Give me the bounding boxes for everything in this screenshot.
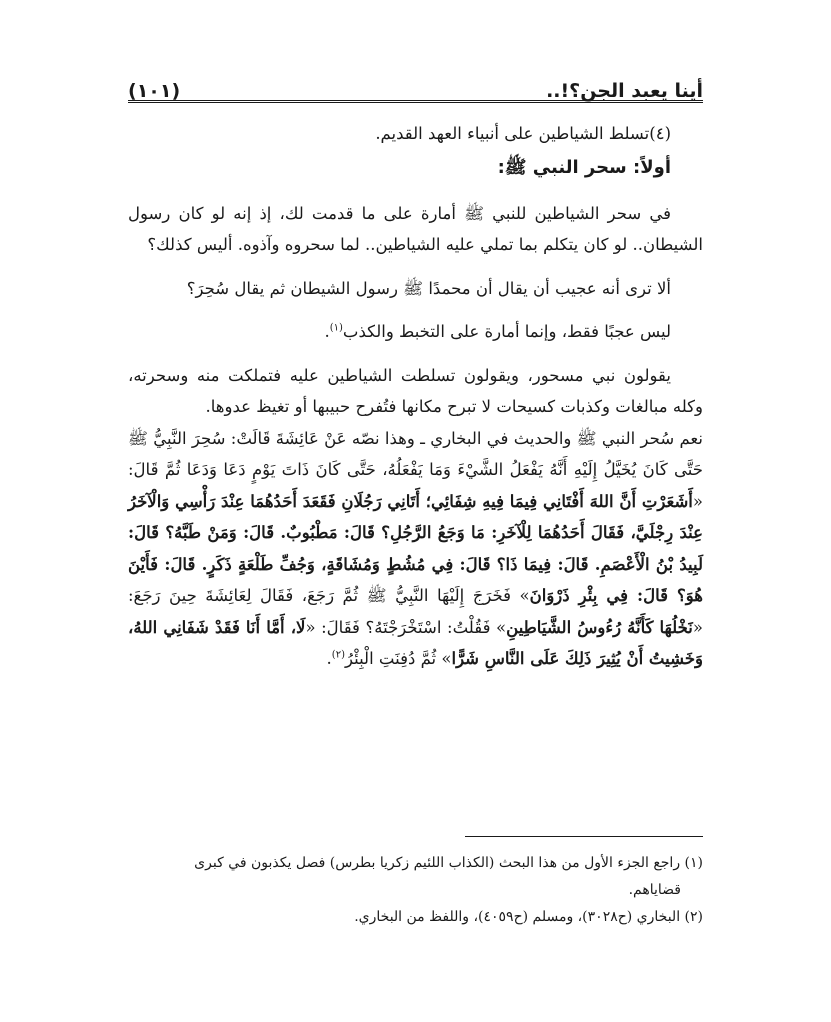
footnote-2: (٢) البخاري (ح٣٠٢٨)، ومسلم (ح٤٠٥٩)، واللفظ من البخاري. [354, 909, 703, 925]
running-header [128, 72, 703, 102]
footnote-divider [465, 836, 703, 837]
footnote-1: (١) راجع الجزء الأول من هذا البحث (الكذاب اللئيم زكريا بطرس) فصل يكذبون في كبرى [194, 855, 703, 871]
paragraph: يقولون نبي مسحور، ويقولون تسلطت الشياطين عليه فتملكت منه وسحرته، وكله مبالغات وكذبات كسيحات لا تبرح مكانها فتُفرح حبيبها أو تغيظ عدوها. [128, 365, 703, 416]
page-number: (١٠١) [128, 80, 181, 102]
spacer [128, 348, 703, 360]
header-title: أينا يعبد الجن؟!.. [546, 80, 703, 102]
hadith-text: » ثُمَّ دُفِنَتِ الْبِئْرُ [344, 649, 452, 668]
punctuation: . [326, 649, 332, 668]
main-text [128, 118, 703, 675]
paragraph: ألا ترى أنه عجيب أن يقال أن محمدًا ﷺ رسول الشيطان ثم يقال سُحِرَ؟ [186, 278, 671, 298]
list-item: (٤)تسلط الشياطين على أنبياء العهد القديم. [375, 124, 671, 143]
spacer [128, 186, 703, 198]
footnote-ref: (٢) [331, 649, 345, 661]
paragraph: في سحر الشياطين للنبي ﷺ أمارة على ما قدمت لك، إذ إنه لو كان رسول الشيطان.. لو كان يتكلم بما تملي عليه الشياطين.. لما سحروه وآذوه. أليس كذلك؟ [128, 203, 703, 254]
hadith-text: نعم سُحر النبي ﷺ والحديث في البخاري ـ وهذا نصّه عَنْ عَائِشَةَ قَالَتْ: سُحِرَ النَّبِيُّ ﷺ حَتَّى كَانَ يُخَيَّلُ إِلَيْهِ أَنَّهُ يَفْعَلُ الشَّيْءَ وَمَا يَفْعَلُهُ، حَتَّى كَانَ ذَاتَ يَوْمٍ دَعَا وَدَعَا ثُمَّ قَالَ: « [128, 428, 703, 511]
punctuation: . [324, 322, 330, 341]
hadith-text: » فَقُلْتُ: اسْتَخْرَجْتَهُ؟ فَقَالَ: « [305, 617, 507, 637]
paragraph-text: ليس عجبًا فقط، وإنما أمارة على التخبط والكذب [342, 322, 671, 341]
spacer [128, 261, 703, 273]
hadith-text: » فَخَرَجَ إِلَيْهَا النَّبِيُّ ﷺ ثُمَّ رَجَعَ، فَقَالَ لِعَائِشَةَ حِينَ رَجَعَ: « [128, 586, 703, 637]
spacer [128, 304, 703, 316]
footnote-ref: (١) [329, 322, 343, 334]
section-heading: أولاً: سحر النبي ﷺ: [497, 156, 671, 178]
footnote-1-continued: قضاياهم. [628, 882, 681, 898]
footnotes [128, 850, 703, 931]
paragraph [128, 316, 703, 348]
header-divider [128, 100, 703, 105]
hadith-quote: أَشَعَرْتِ أَنَّ اللهَ أَفْتَانِي فِيمَا فِيهِ شِفَائِي؛ أَتَانِي رَجُلَانِ فَقَعَدَ أَحَدُهُمَا عِنْدَ رَأْسِي وَالْآخَرُ عِنْدَ رِجْلَيَّ، فَقَالَ أَحَدُهُمَا لِلْآخَرِ: مَا وَجَعُ الرَّجُلِ؟ قَالَ: مَطْبُوبٌ. قَالَ: وَمَنْ طَبَّهُ؟ قَالَ: لَبِيدُ بْنُ الْأَعْصَمِ. قَالَ: فِيمَا ذَا؟ قَالَ: فِي مُشُطٍ وَمُشَاقَةٍ، وَجُفِّ طَلْعَةٍ ذَكَرٍ. قَالَ: فَأَيْنَ هُوَ؟ قَالَ: فِي بِئْرِ ذَرْوَانَ [128, 491, 703, 605]
hadith-quote: لَا، أَمَّا أَنَا فَقَدْ شَفَانِي اللهُ، وَخَشِيتُ أَنْ يُثِيرَ ذَلِكَ عَلَى النَّاسِ شَرًّا [128, 617, 703, 668]
hadith-paragraph [128, 423, 703, 675]
hadith-quote: نَخْلُهَا كَأَنَّهُ رُءُوسُ الشَّيَاطِينِ [506, 617, 693, 637]
